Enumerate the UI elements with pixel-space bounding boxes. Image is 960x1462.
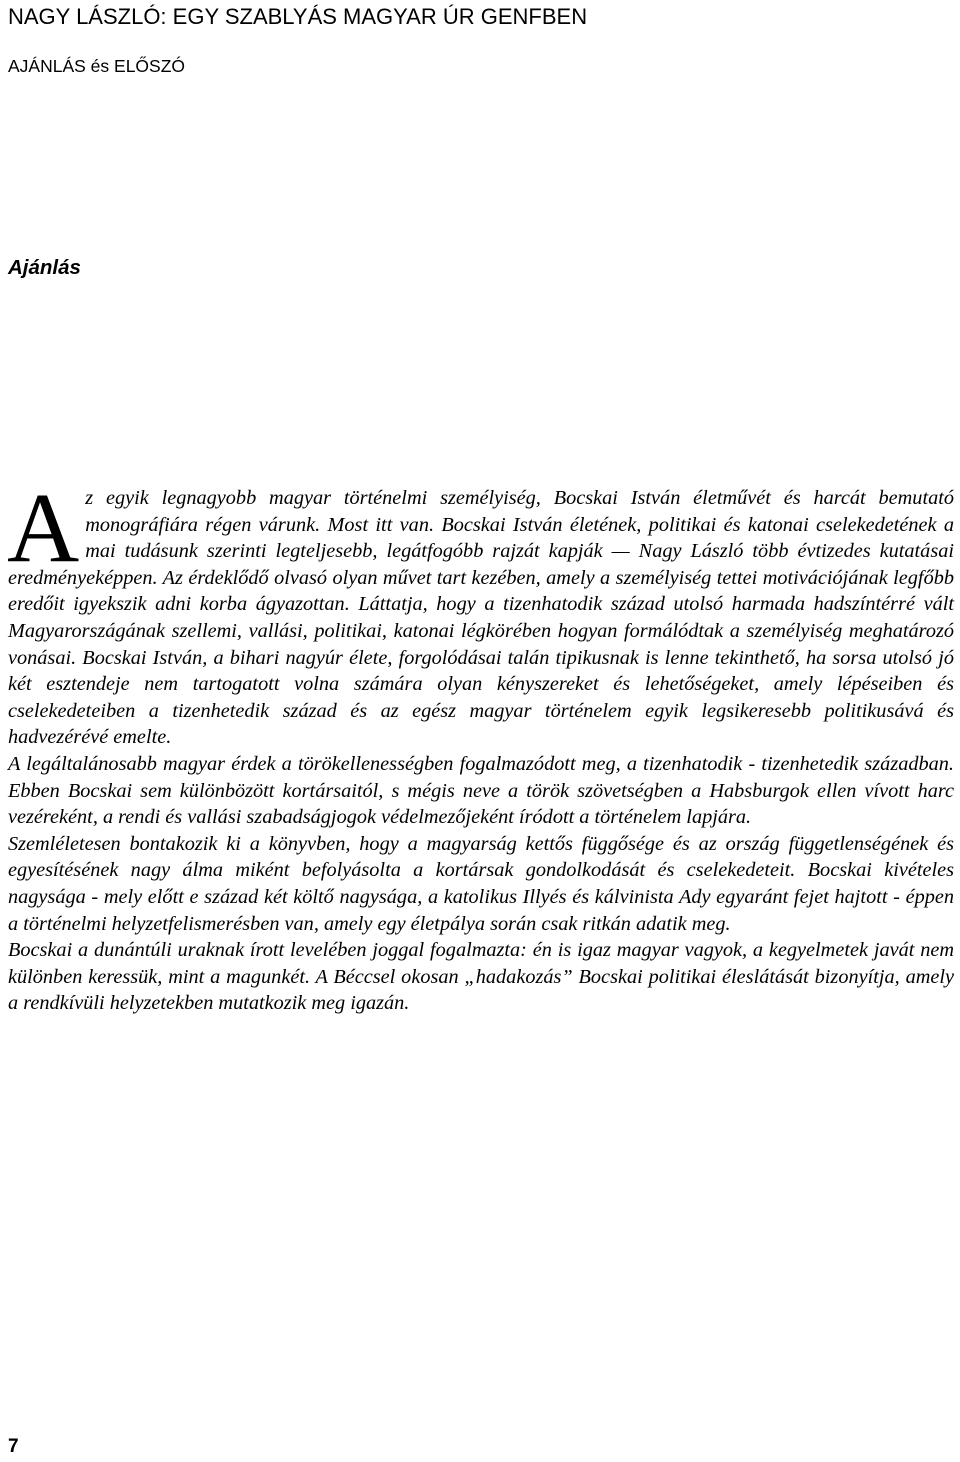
paragraph-1 [7,472,954,751]
page-subtitle: AJÁNLÁS és ELŐSZÓ [8,56,186,76]
paragraph-4: Bocskai a dunántúli uraknak írott levelében joggal fogalmazta: én is igaz magyar vagyok, a kegyelmetek javát nem különben keressük, mint a magunkét. A Béccsel okosan „hadakozás” Bocskai politikai éleslátását bizonyítja, amely a rendkívüli helyzetekben mutatkozik meg igazán. [8,939,954,1015]
paragraph-3: Szemléletesen bontakozik ki a könyvben, hogy a magyarság kettős függősége és az ország függetlenségének és egyesítésének nagy álma miként befolyásolta a kortársak gondolkodását és cselekedeteit. Bocskai kivételes nagysága - mely előtt e század két költő nagysága, a katolikus Illyés és kálvinista Ady egyaránt fejet hajtott - éppen a történelmi helyzetfelismerésben van, amely egy életpálya során csak ritkán adatik meg. [8,832,954,935]
drop-cap: A [7,472,80,583]
paragraph-1-text: z egyik legnagyobb magyar történelmi személyiség, Bocskai István életművét és harcát bemutató monográfiára régen várunk. Most itt van. Bocskai István életének, politikai és katonai cselekedetének a mai tudásunk szerinti legteljesebb, legátfogóbb rajzát kapják — Nagy László több évtizedes kutatásai eredményeképpen. Az érdeklődő olvasó olyan művet tart kezében, amely a személyiség tettei motivációjának legfőbb eredőit igyekszik adni korba ágyazottan. Láttatja, hogy a tizenhatodik század utolsó harmada hadszíntérré vált Magyarországának szellemi, vallási, politikai, katonai légkörében hogyan formálódtak a személyiség meghatározó vonásai. Bocskai István, a bihari nagyúr élete, forgolódásai talán tipikusnak is lenne tekinthető, ha sorsa utolsó jó két esztendeje nem tartogatott volna számára olyan kényszereket és lehetőségeket, amely lépéseiben és cselekedeteiben a tizenhetedik század és az egész magyar történelem egyik legsikeresebb politikusává és hadvezérévé emelte. [8,487,954,749]
page-title: NAGY LÁSZLÓ: EGY SZABLYÁS MAGYAR ÚR GENFBEN [8,4,588,29]
section-heading: Ajánlás [8,256,81,279]
paragraph-2: A legáltalánosabb magyar érdek a törökellenességben fogalmazódott meg, a tizenhatodik - tizenhetedik században. Ebben Bocskai sem különbözött kortársaitól, s mégis neve a török szövetségben a Habsburgok ellen vívott harc vezéreként, a rendi és vallási szabadságjogok védelmezőjeként íródott a történelem lapjára. [8,752,954,829]
page-number: 7 [8,1436,19,1457]
body-text [7,472,954,1017]
